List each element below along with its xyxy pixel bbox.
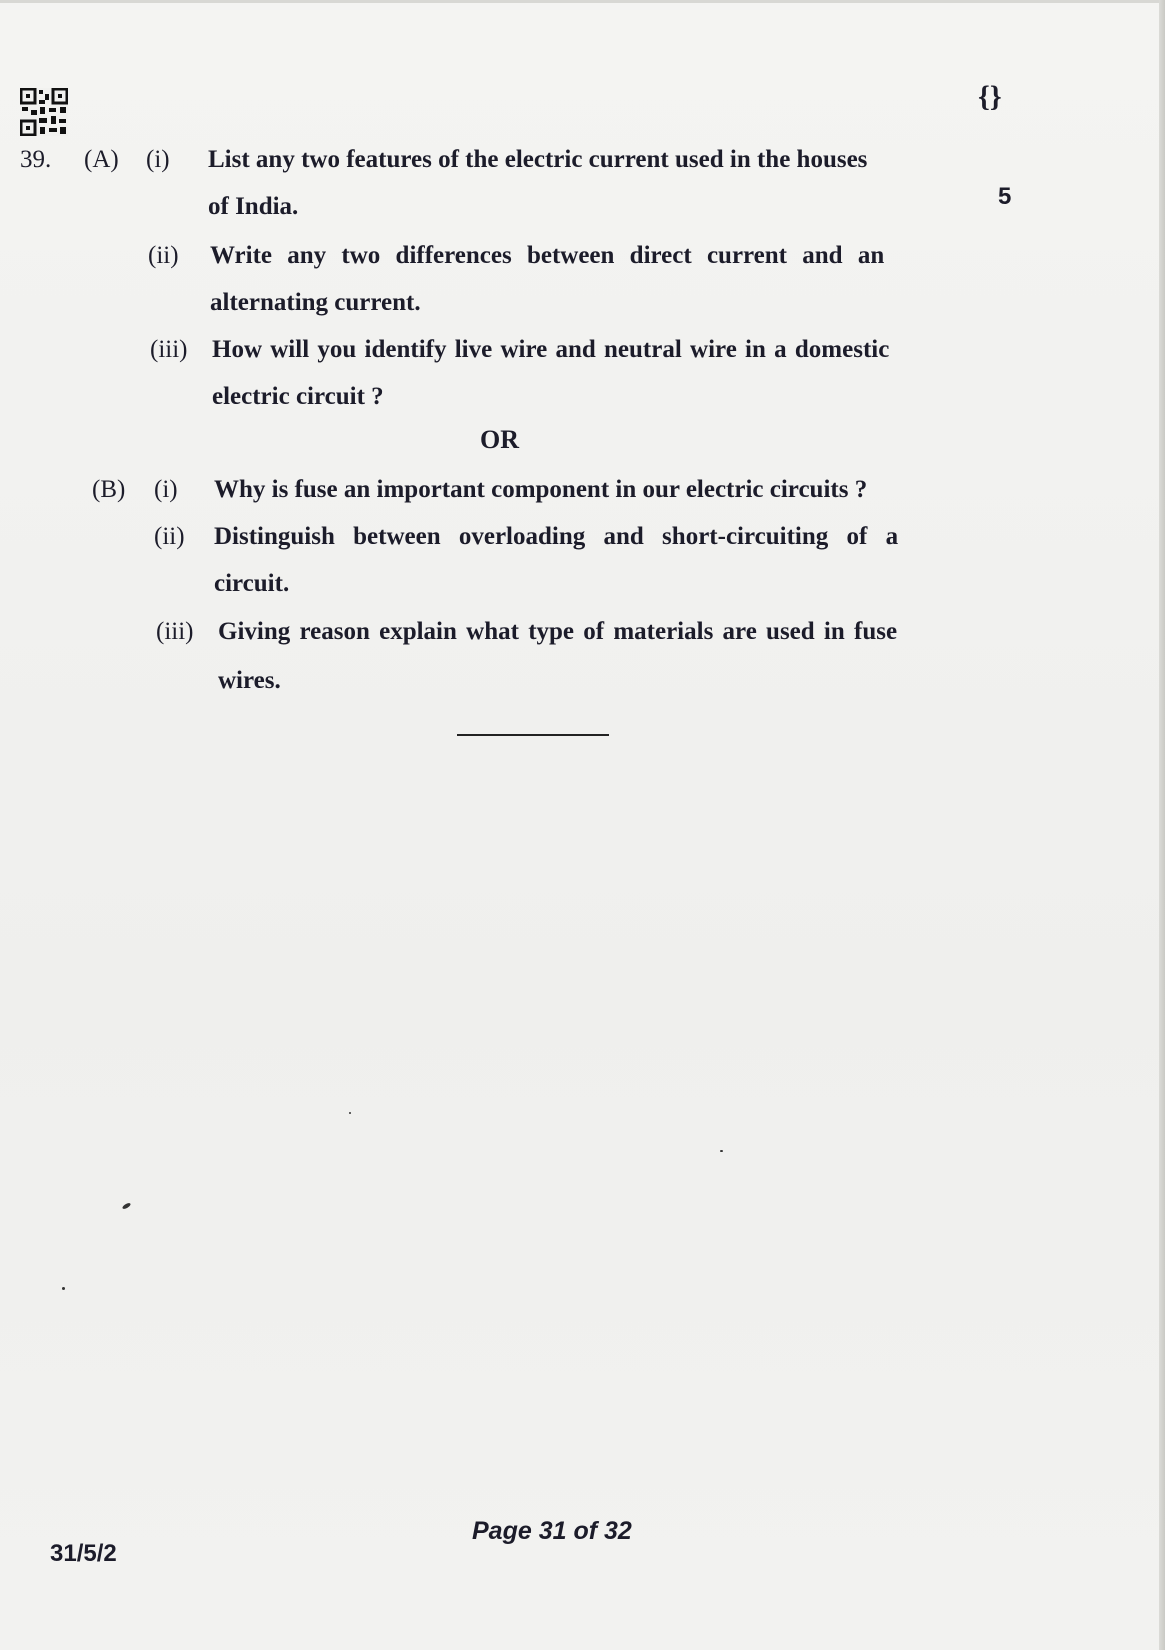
scan-speck: [720, 1150, 723, 1152]
part-b-item-3-num: (iii): [156, 618, 194, 645]
part-b-item-2-num: (ii): [154, 523, 185, 550]
part-a-item-2-line-2: alternating current.: [210, 289, 421, 316]
part-a-item-3-line-2: electric circuit ?: [212, 383, 384, 410]
end-of-question-rule: [457, 734, 609, 736]
part-b-item-2-line-1: Distinguish between overloading and short-circuiting of a: [214, 523, 899, 550]
part-a-item-1-line-2: of India.: [208, 193, 299, 220]
part-b-item-1-line-1: Why is fuse an important component in our electric circuits ?: [214, 476, 868, 503]
part-b-label: (B): [92, 476, 126, 503]
marks-value: 5: [998, 183, 1012, 210]
scan-speck: [62, 1287, 65, 1290]
scan-speck: [349, 1112, 351, 1114]
part-b-item-3-line-1: Giving reason explain what type of materials are used in fuse: [218, 618, 898, 645]
part-a-item-3-line-1: How will you identify live wire and neutral wire in a domestic: [212, 336, 890, 363]
page-top-edge: [0, 0, 1165, 3]
part-a-item-3-num: (iii): [150, 336, 188, 363]
part-b-item-2-line-2: circuit.: [214, 570, 290, 597]
paper-code: 31/5/2: [50, 1540, 117, 1567]
part-a-label: (A): [84, 146, 119, 173]
part-a-item-1-num: (i): [146, 146, 170, 173]
question-number: 39.: [20, 146, 52, 173]
page-number: Page 31 of 32: [472, 1517, 632, 1545]
part-a-item-2-num: (ii): [148, 242, 179, 269]
section-braces: {}: [978, 80, 1002, 113]
part-b-item-3-line-2: wires.: [218, 667, 281, 694]
qr-code-icon: [20, 88, 68, 136]
or-separator: OR: [480, 425, 519, 454]
page-right-edge: [1159, 0, 1165, 1650]
part-b-item-1-num: (i): [154, 476, 178, 503]
part-a-item-1-line-1: List any two features of the electric current used in the houses: [208, 146, 868, 173]
part-a-item-2-line-1: Write any two differences between direct current and an: [210, 242, 885, 269]
